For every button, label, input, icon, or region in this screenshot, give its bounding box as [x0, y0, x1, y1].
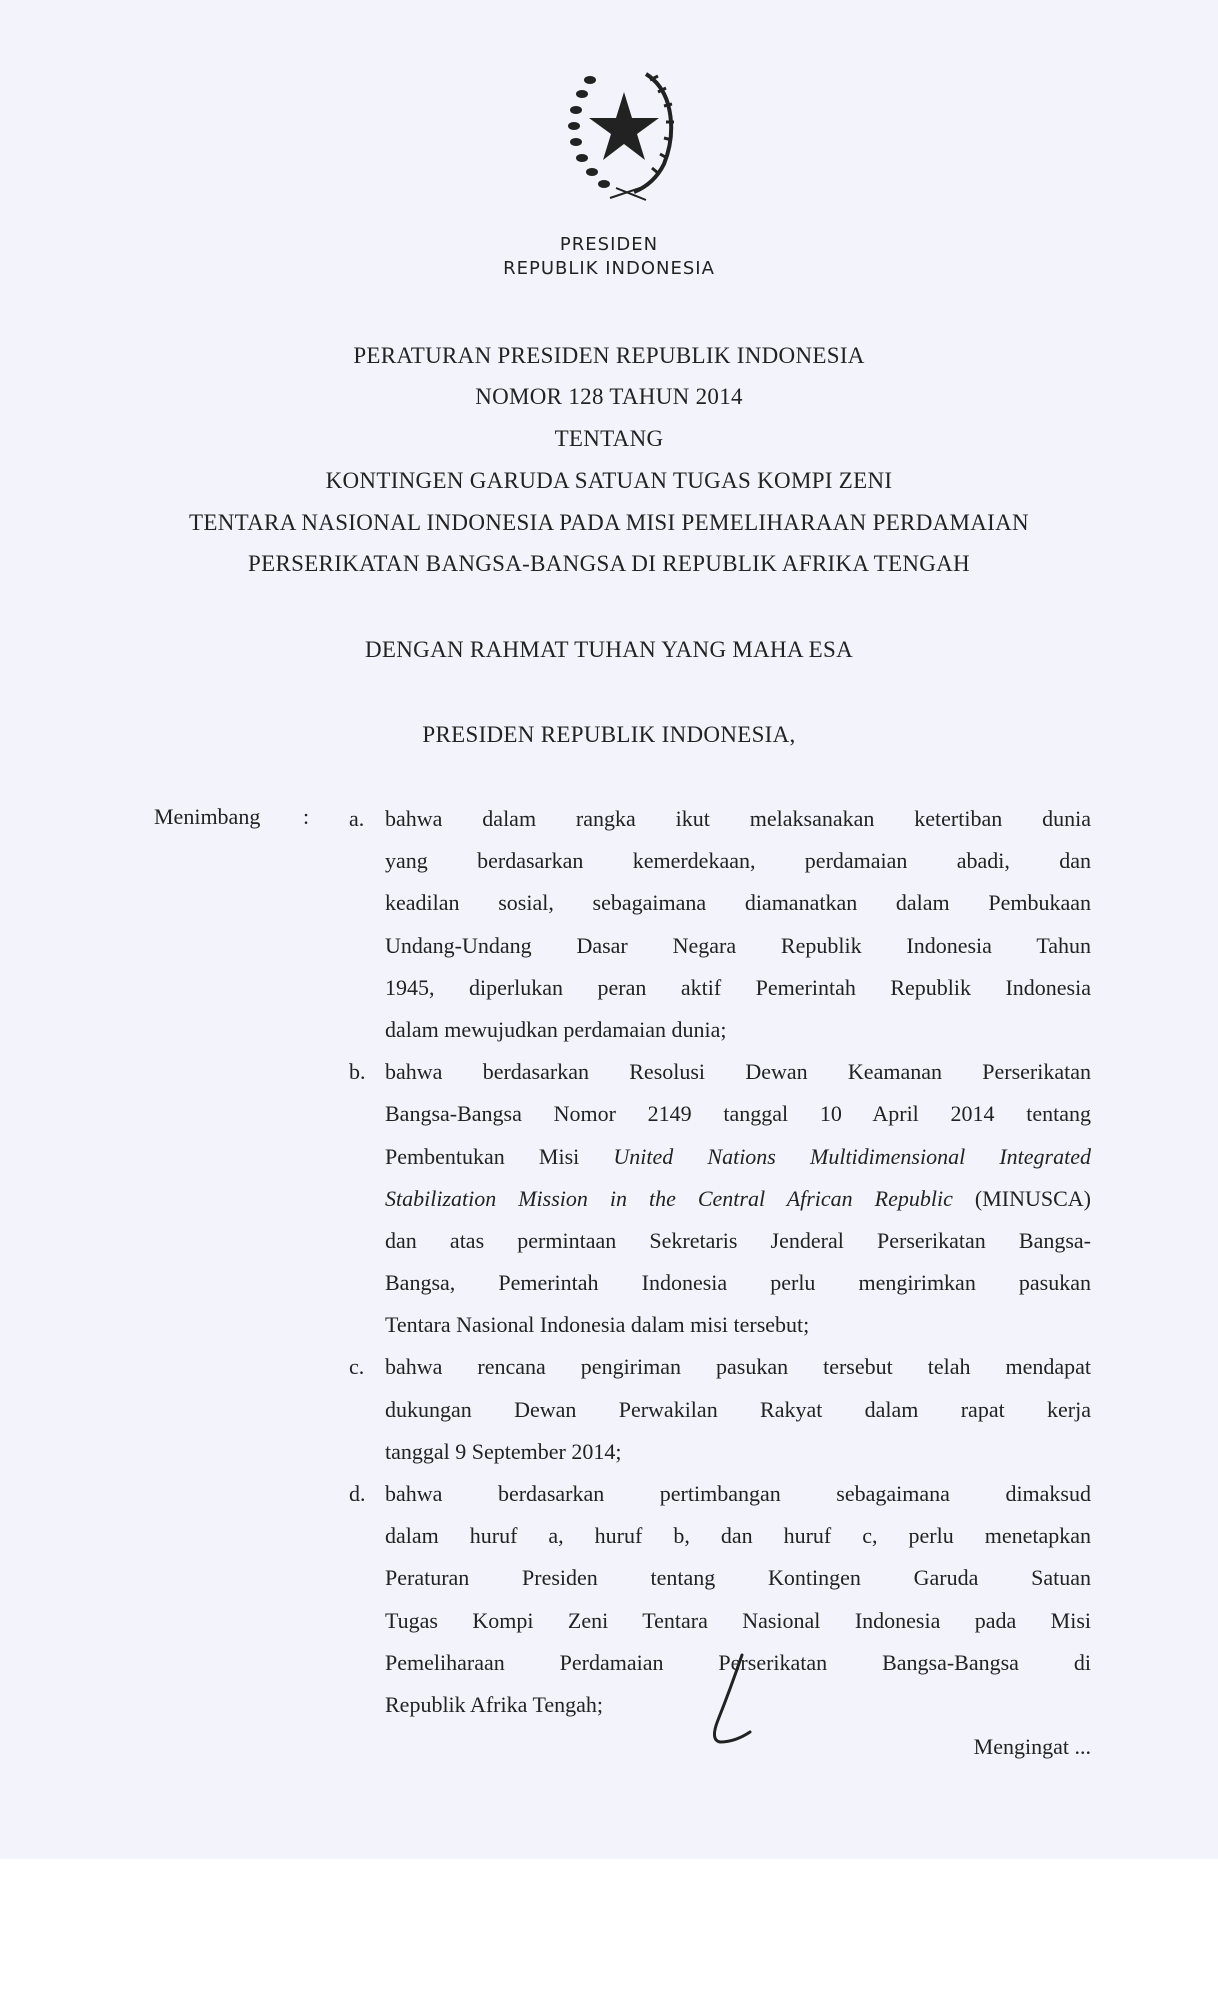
- letterhead-title: PRESIDEN: [559, 234, 659, 255]
- item-line: [385, 1184, 1091, 1214]
- item-marker: a.: [349, 806, 365, 831]
- considering-label: Menimbang: [154, 804, 261, 829]
- item-line: dukungan Dewan Perwakilan Rakyat dalam rapat kerja: [385, 1396, 1091, 1422]
- item-line: yang berdasarkan kemerdekaan, perdamaian abadi, dan: [385, 848, 1091, 874]
- item-line: Bangsa-Bangsa Nomor 2149 tanggal 10 April 2014 tentang: [385, 1101, 1091, 1127]
- item-marker: d.: [349, 1481, 366, 1506]
- list-item: [349, 804, 1091, 846]
- item-text: Pembentukan Misi: [385, 1143, 614, 1169]
- item-line: [385, 1142, 1091, 1172]
- considering-list: [349, 804, 1091, 1732]
- item-line: dalam huruf a, huruf b, dan huruf c, perlu menetapkan: [385, 1523, 1091, 1549]
- list-item: [349, 1057, 1091, 1099]
- item-line: dalam mewujudkan perdamaian dunia;: [385, 1016, 727, 1042]
- continuation-text: Mengingat ...: [973, 1734, 1091, 1759]
- regulation-title: PERATURAN PRESIDEN REPUBLIK INDONESIA: [353, 343, 865, 368]
- regulation-number: NOMOR 128 TAHUN 2014: [475, 384, 743, 409]
- presidential-emblem-icon: [560, 60, 690, 210]
- initial-signature-icon: [700, 1650, 770, 1750]
- mission-acronym: (MINUSCA): [952, 1185, 1091, 1211]
- item-line: bahwa rencana pengiriman pasukan tersebut telah mendapat: [385, 1354, 1091, 1380]
- item-line: Tentara Nasional Indonesia dalam misi tersebut;: [385, 1312, 810, 1338]
- mission-name-italic: Stabilization Mission in the Central African Republic: [385, 1185, 953, 1211]
- regulation-subject-1: KONTINGEN GARUDA SATUAN TUGAS KOMPI ZENI: [325, 468, 893, 493]
- item-line: Tugas Kompi Zeni Tentara Nasional Indonesia pada Misi: [385, 1607, 1091, 1633]
- item-line: 1945, diperlukan peran aktif Pemerintah Republik Indonesia: [385, 974, 1091, 1000]
- item-line: keadilan sosial, sebagaimana diamanatkan dalam Pembukaan: [385, 890, 1091, 916]
- item-marker: b.: [349, 1059, 366, 1085]
- item-line: Undang-Undang Dasar Negara Republik Indonesia Tahun: [385, 932, 1091, 958]
- preamble: DENGAN RAHMAT TUHAN YANG MAHA ESA: [364, 637, 854, 662]
- item-line: Republik Afrika Tengah;: [385, 1691, 604, 1717]
- list-item: [349, 1479, 1091, 1521]
- item-marker: c.: [349, 1354, 365, 1380]
- item-line: bahwa berdasarkan pertimbangan sebagaimana dimaksud: [385, 1481, 1091, 1506]
- list-item: [349, 1352, 1091, 1394]
- item-line: tanggal 9 September 2014;: [385, 1438, 622, 1464]
- regulation-subject-3: PERSERIKATAN BANGSA-BANGSA DI REPUBLIK AFRIKA TENGAH: [248, 551, 970, 576]
- regulation-subject-2: TENTARA NASIONAL INDONESIA PADA MISI PEMELIHARAAN PERDAMAIAN: [189, 510, 1029, 535]
- item-line: bahwa berdasarkan Resolusi Dewan Keamanan Perserikatan: [385, 1059, 1091, 1085]
- letterhead-subtitle: REPUBLIK INDONESIA: [503, 258, 715, 279]
- mission-name-italic: United Nations Multidimensional Integrated: [613, 1143, 1091, 1169]
- authority: PRESIDEN REPUBLIK INDONESIA,: [422, 722, 796, 747]
- item-line: Peraturan Presiden tentang Kontingen Garuda Satuan: [385, 1565, 1091, 1591]
- regulation-about: TENTANG: [554, 426, 664, 451]
- item-line: Bangsa, Pemerintah Indonesia perlu mengirimkan pasukan: [385, 1270, 1091, 1296]
- item-line: Pemeliharaan Perdamaian Perserikatan Bangsa-Bangsa di: [385, 1649, 1091, 1675]
- item-line: dan atas permintaan Sekretaris Jenderal Perserikatan Bangsa-: [385, 1227, 1091, 1253]
- considering-colon: :: [303, 804, 310, 829]
- item-line: bahwa dalam rangka ikut melaksanakan ketertiban dunia: [385, 806, 1091, 831]
